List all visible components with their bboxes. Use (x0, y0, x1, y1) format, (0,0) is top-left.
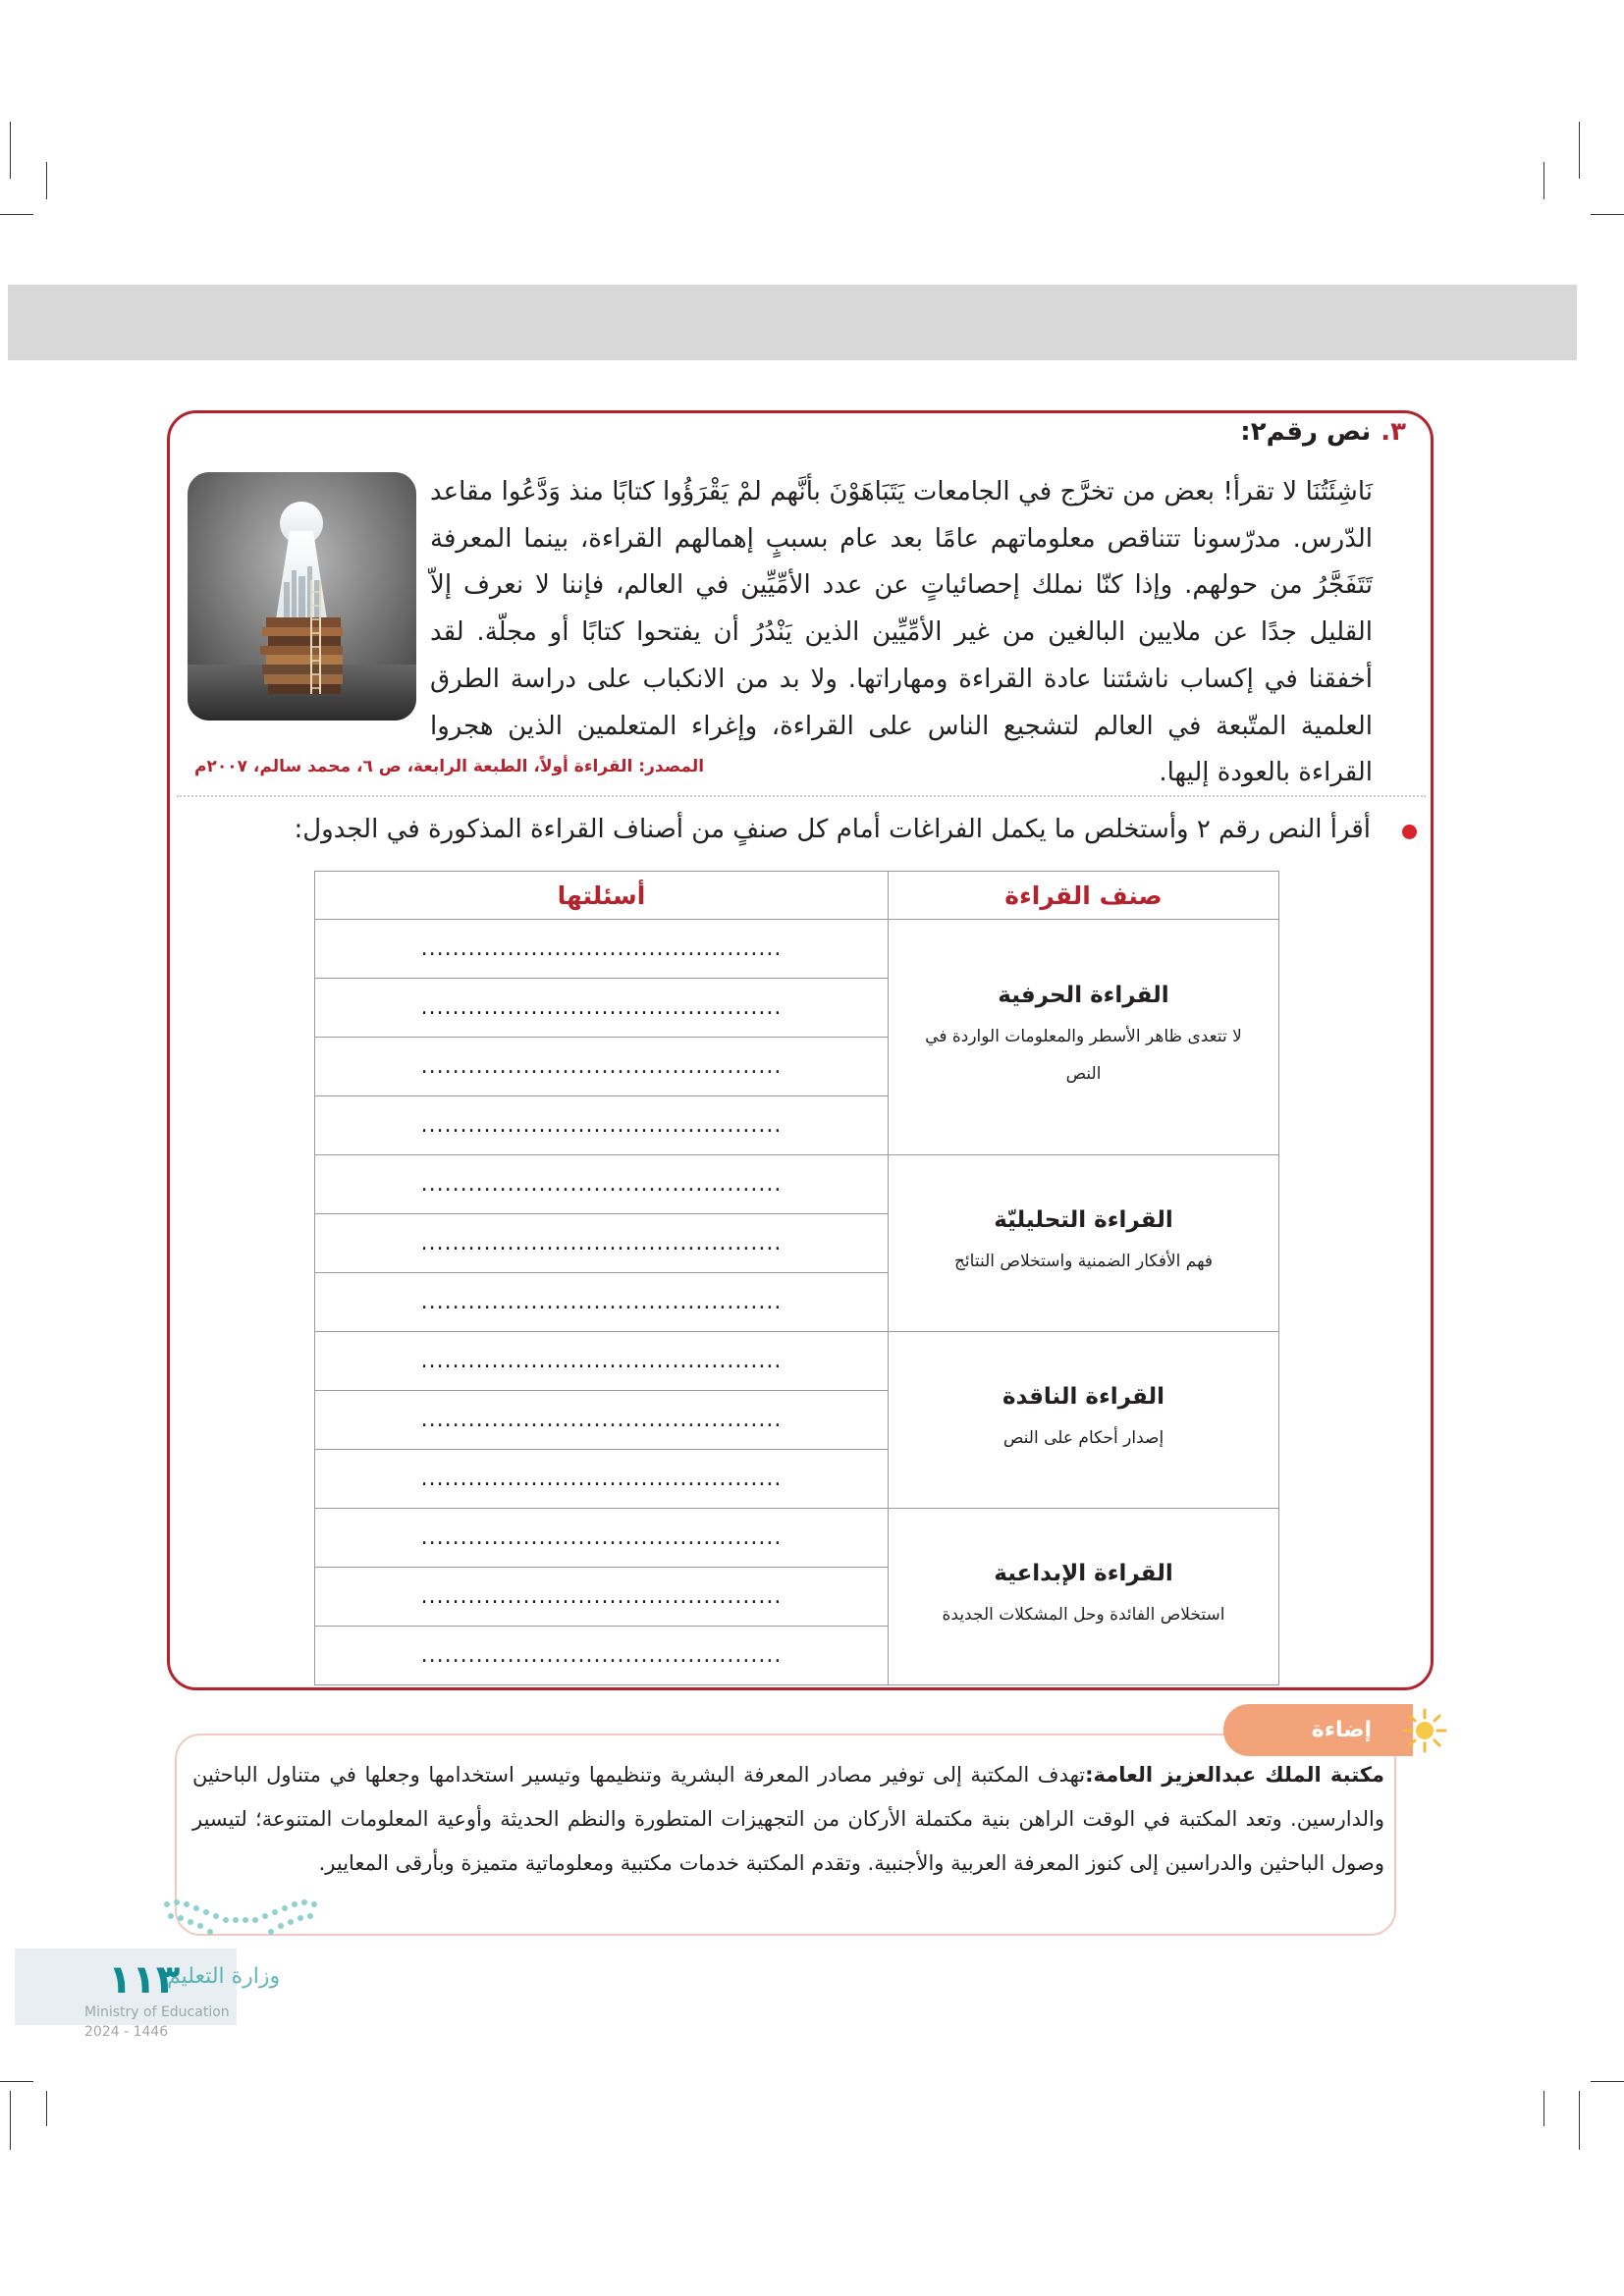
crop-mark (10, 122, 11, 179)
header-category: صنف القراءة (889, 872, 1279, 920)
ministry-logo (161, 1895, 323, 1951)
category-name: القراءة الحرفية (998, 982, 1169, 1008)
callout-body: تهدف المكتبة إلى توفير مصادر المعرفة البشرية وتنظيمها وتيسير استخدامها وجعلها في متناول الباحثين والدارسين. وتعد المكتبة في الوقت الراهن بنية مكتملة الأركان من التجهيزات المتطورة والنظم الحديثة وأوعية المعلومات المتنوعة؛ لتيسير وصول الباحثين والدراسين إلى كنوز المعرفة العربية والأجنبية. وتقدم المكتبة خدمات مكتبية ومعلوماتية متميزة وبأرقى المعايير. (192, 1763, 1384, 1875)
answer-line[interactable]: .............................................. (315, 1214, 889, 1273)
crop-mark (10, 2091, 11, 2150)
header-questions: أسئلتها (315, 872, 889, 920)
crop-mark (1543, 2091, 1544, 2126)
answer-line[interactable]: .............................................. (315, 1332, 889, 1391)
reading-passage: نَاشِئَتُنَا لا تقرأ! بعض من تخرَّج في الجامعات يَتَبَاهَوْنَ بأنَّهم لمْ يَقْرَؤُوا كتابًا منذ وَدَّعُوا مقاعد الدّرس. مدرّسونا تتناقص معلوماتهم عامًا بعد عام بسببٍ إهمالهم القراءة، بينما المعرفة تَتَفَجَّرُ من حولهم. وإذا كنّا نملك إحصائياتٍ عن عدد الأمِّيِّين في العالم، فإننا لا نعرف إلاّ القليل جدًا عن ملايين البالغين من غير الأمِّيِّين الذين يَنْدُرُ أن يفتحوا كتابًا أو مجلّة. لقد أخفقنا في إكساب ناشئتنا عادة القراءة ومهاراتها. ولا بد من الانكباب على دراسة الطرق العلمية المتّبعة في العالم لتشجيع الناس على القراءة، وإغراء المتعلمين الذين هجروا القراءة بالعودة إليها. (430, 477, 1373, 788)
callout-tab: إضاءة (1223, 1704, 1413, 1756)
crop-mark (46, 2091, 47, 2126)
callout-text (192, 1753, 1384, 1886)
answer-line[interactable]: .............................................. (315, 1096, 889, 1155)
table-row (315, 1509, 1279, 1568)
edition-year: 2024 - 1446 (84, 2024, 169, 2040)
ministry-name-ar: وزارة التعليم (167, 1964, 281, 1989)
crop-mark (1591, 2081, 1624, 2082)
section-title: نص رقم٢: (1240, 417, 1372, 447)
answer-line[interactable]: .............................................. (315, 1038, 889, 1096)
crop-mark (1543, 162, 1544, 199)
keyhole-books-image (188, 472, 416, 721)
category-cell (889, 1509, 1279, 1685)
passage-source: المصدر: القراءة أولاً، الطبعة الرابعة، ص ٦، محمد سالم، ٢٠٠٧م (194, 757, 705, 776)
category-description: استخلاص الفائدة وحل المشكلات الجديدة (942, 1604, 1225, 1625)
ministry-name-en: Ministry of Education (84, 2004, 230, 2020)
category-name: القراءة الناقدة (1001, 1383, 1165, 1410)
category-description: لا تتعدى ظاهر الأسطر والمعلومات الواردة في النص (925, 1026, 1242, 1084)
crop-mark (1591, 214, 1624, 215)
reading-types-table (314, 871, 1279, 1685)
table-row (315, 1332, 1279, 1391)
crop-mark (46, 162, 47, 199)
crop-mark (1579, 122, 1580, 179)
callout-lead: مكتبة الملك عبدالعزيز العامة: (1085, 1763, 1384, 1787)
crop-mark (0, 2081, 33, 2082)
category-name: القراءة الإبداعية (994, 1560, 1173, 1586)
answer-line[interactable]: .............................................. (315, 1450, 889, 1509)
bullet-icon (1402, 825, 1417, 839)
answer-line[interactable]: .............................................. (315, 979, 889, 1038)
answer-line[interactable]: .............................................. (315, 920, 889, 979)
answer-line[interactable]: .............................................. (315, 1155, 889, 1214)
header-band (8, 285, 1577, 360)
category-name: القراءة التحليليّة (994, 1206, 1173, 1233)
section-number: ٣. (1380, 417, 1406, 447)
dotted-divider (177, 795, 1426, 797)
category-cell (889, 920, 1279, 1155)
answer-line[interactable]: .............................................. (315, 1568, 889, 1627)
page-number: ١١٣ (108, 1957, 181, 2002)
answer-line[interactable]: .............................................. (315, 1273, 889, 1332)
category-description: إصدار أحكام على النص (1002, 1427, 1164, 1448)
category-cell (889, 1332, 1279, 1509)
task-instruction: أقرأ النص رقم ٢ وأستخلص ما يكمل الفراغات أمام كل صنفٍ من أصناف القراءة المذكورة في الجدول: (294, 815, 1371, 844)
answer-line[interactable]: .............................................. (315, 1391, 889, 1450)
category-description: فهم الأفكار الضمنية واستخلاص النتائج (953, 1251, 1214, 1271)
section-heading (1240, 417, 1406, 447)
answer-line[interactable]: .............................................. (315, 1627, 889, 1685)
sun-icon (1402, 1708, 1447, 1753)
crop-mark (1579, 2091, 1580, 2150)
table-row (315, 1155, 1279, 1214)
crop-mark (0, 214, 33, 215)
table-row (315, 920, 1279, 979)
answer-line[interactable]: .............................................. (315, 1509, 889, 1568)
category-cell (889, 1155, 1279, 1332)
table-header-row (315, 872, 1279, 920)
